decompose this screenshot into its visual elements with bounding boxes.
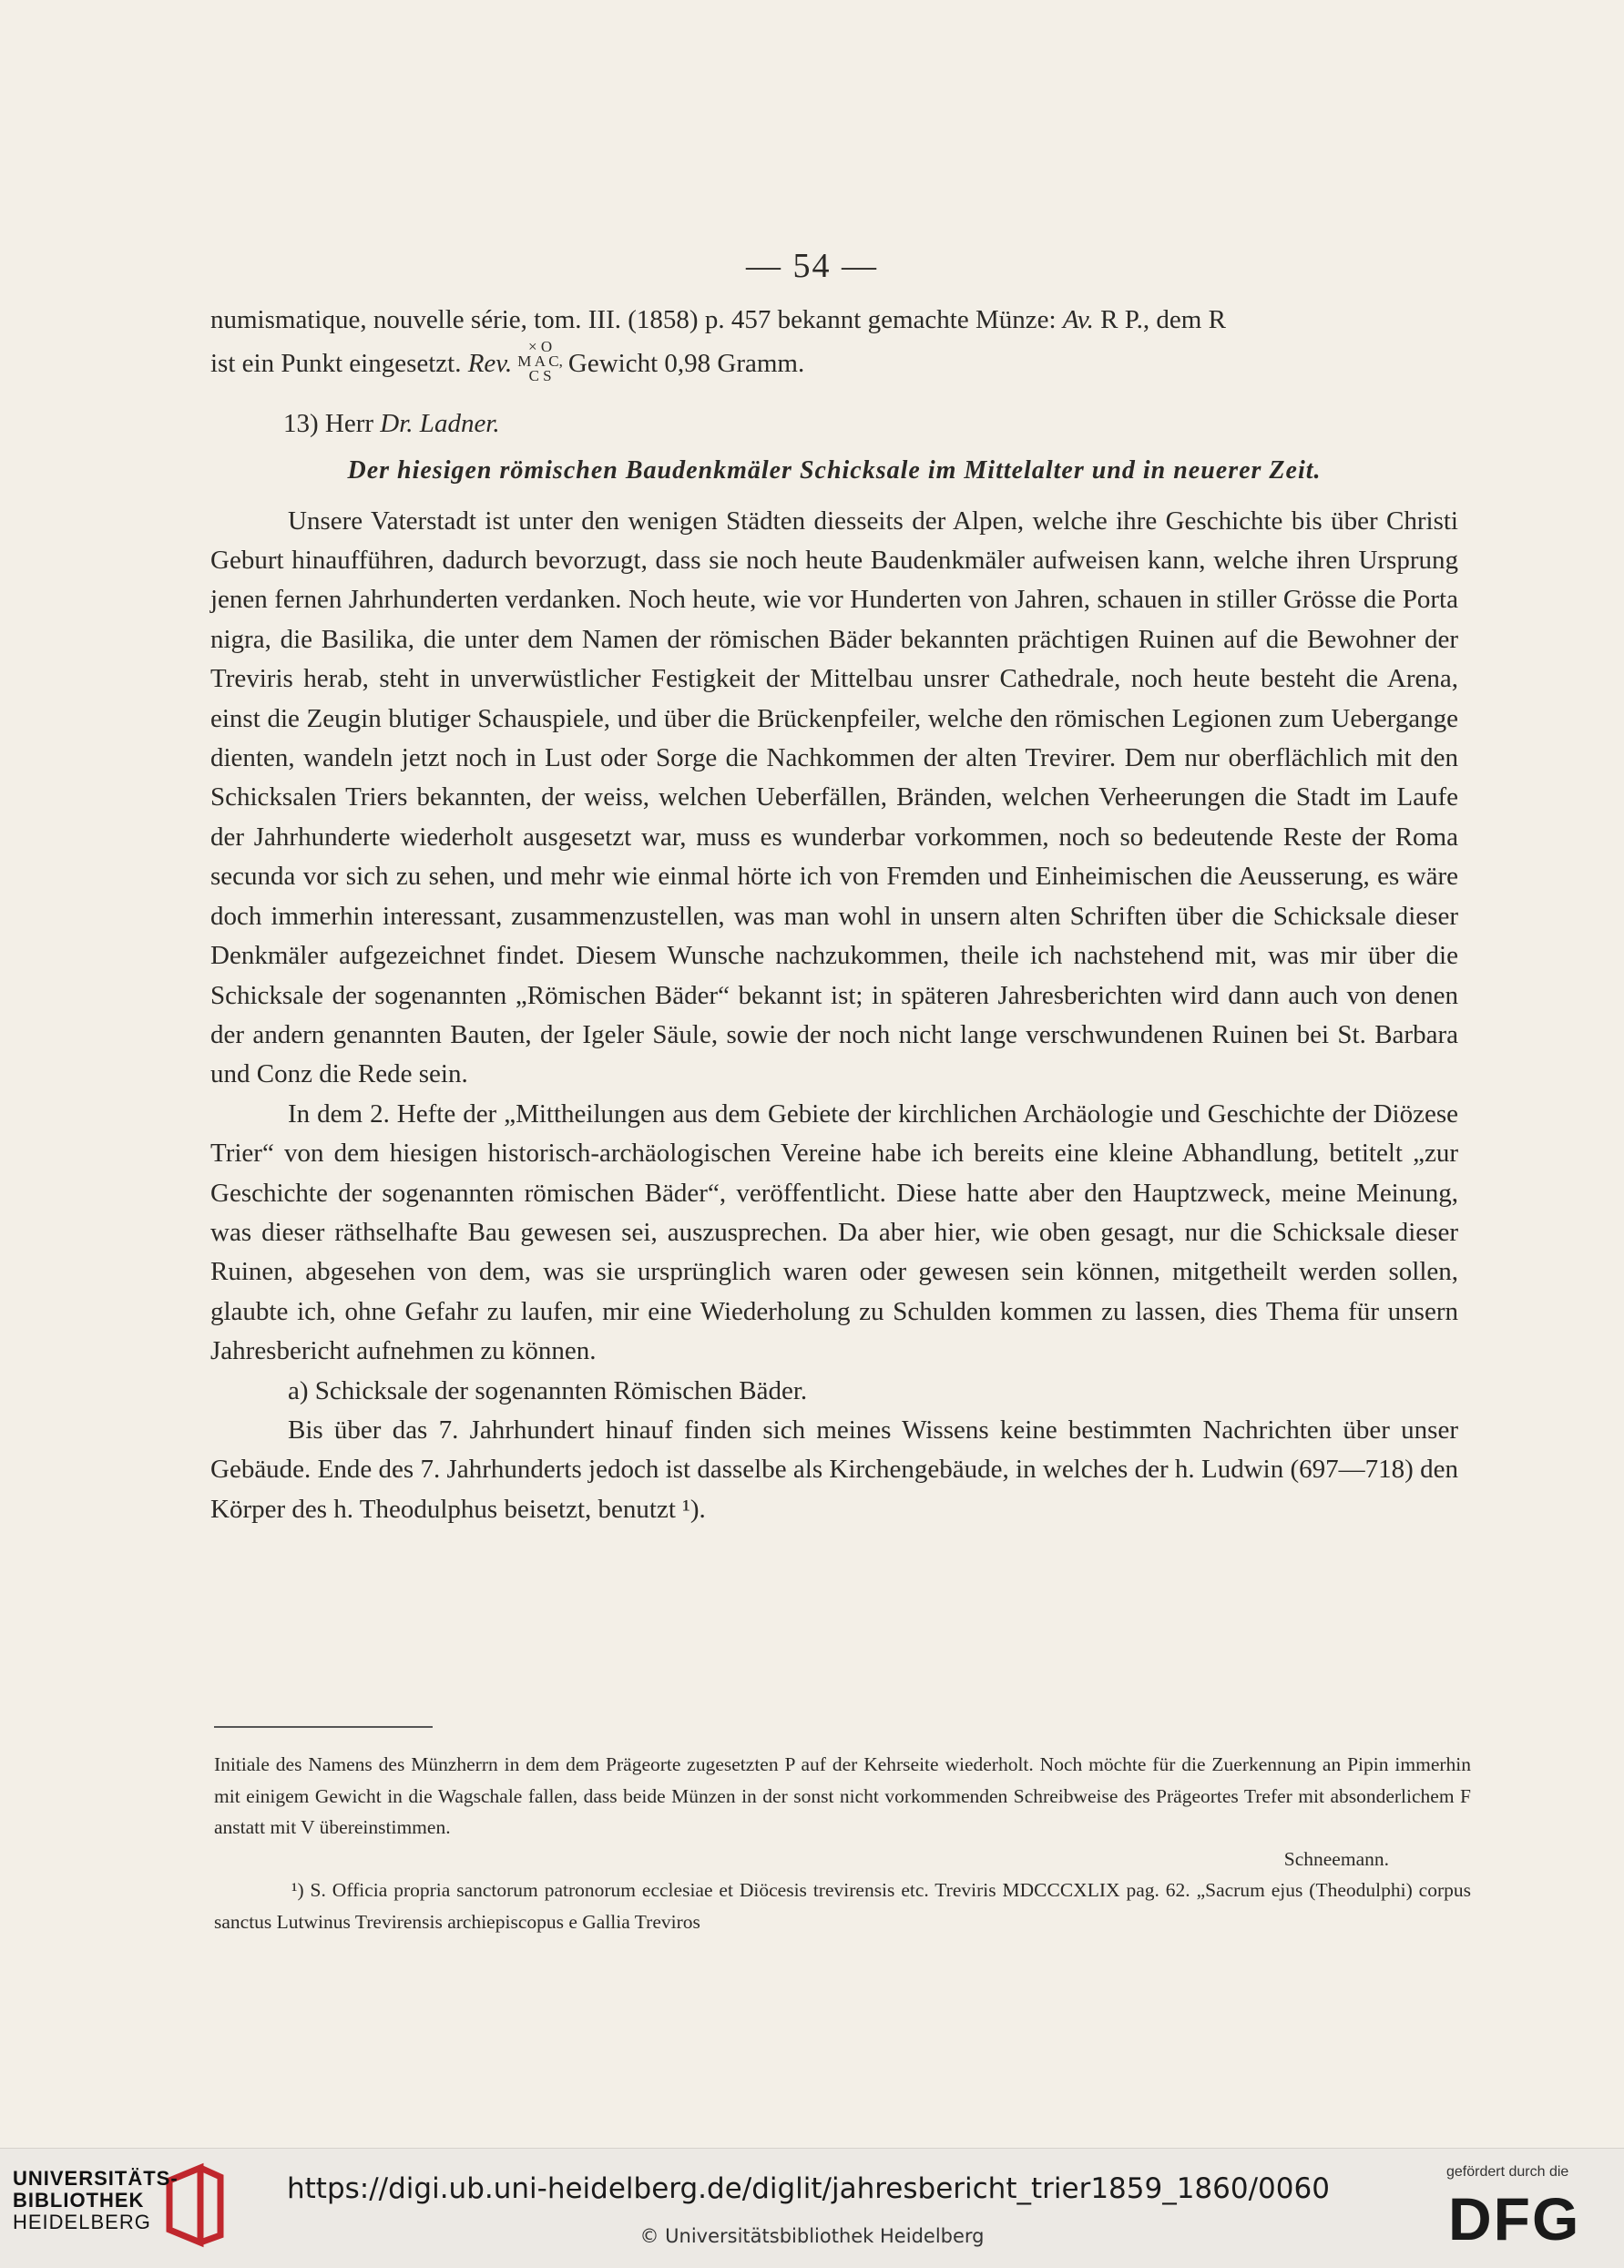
coin-sigla: [517, 340, 563, 383]
rp-mark: R P.: [1100, 305, 1143, 334]
paragraph-3: Bis über das 7. Jahrhundert hinauf finden sich meines Wissens keine bestimmten Nachrichten über unser Gebäude. Ende des 7. Jahrhunderts jedoch ist dasselbe als Kirchengebäude, in welches der h. Ludwin (697—718) den Körper des h. Theodulphus beisetzt, benutzt ¹).: [210, 1415, 1458, 1524]
viewer-footer: [0, 2148, 1624, 2268]
paragraph-2: In dem 2. Hefte der „Mittheilungen aus dem Gebiete der kirchlichen Archäologie und Geschichte der Diözese Trier“ von dem hiesigen historisch-archäologischen Vereine habe ich bereits eine kleine Abhandlung, betitelt „zur Geschichte der sogenannten römischen Bäder“, veröffentlicht. Diese hatte aber den Hauptzweck, meine Meinung, was dieser räthselhafte Bau gewesen sei, auszusprechen. Da aber hier, wie oben gesagt, nur die Schicksale dieser Ruinen, abgesehen von dem, was sie ursprünglich waren oder gewesen sein können, mitgetheilt werden sollen, glaubte ich, ohne Gefahr zu laufen, mir eine Wiederholung zu Schulden kommen zu lassen, dies Thema für unsern Jahresbericht aufnehmen zu können.: [210, 1098, 1458, 1366]
footnote-1: ¹) S. Officia propria sanctorum patronorum ecclesiae et Diöcesis trevirensis etc. Treviris MDCCCXLIX pag. 62. „Sacrum ejus (Theodulphi) corpus sanctus Lutwinus Trevirensis archiepiscopus e Gallia Treviros: [214, 1879, 1471, 1933]
dfg-logo: DFG: [1448, 2185, 1581, 2253]
footnote-continued: Initiale des Namens des Münzherrn in dem dem Prägeorte zugesetzten P auf der Kehrseite wiederholt. Noch möchte für die Zuerkennung an Pipin immerhin mit einigem Gewicht in die Wagschale fallen, dass beide Münzen in der sonst nicht vorkommenden Schreibweise des Prägeortes Trefer mit absonderlichem F anstatt mit V übereinstimmen.: [214, 1753, 1471, 1838]
library-line-2: BIBLIOTHEK: [13, 2189, 145, 2212]
sigla-middle: M A C,: [517, 352, 563, 371]
intro-line-2: [210, 340, 1458, 383]
intro-text: numismatique, nouvelle série, tom. III. (1858) p. 457 bekannt gemachte Münze:: [210, 305, 1057, 334]
article-title: Der hiesigen römischen Baudenkmäler Schicksale im Mittelalter und in neuerer Zeit.: [347, 456, 1322, 485]
permalink-url[interactable]: https://digi.ub.uni-heidelberg.de/diglit/jahresbericht_trier1859_1860/0060: [287, 2172, 1330, 2205]
sigla-bottom: C S: [528, 367, 552, 385]
rev-label: Rev.: [467, 349, 513, 379]
subsection-heading: a) Schicksale der sogenannten Römischen Bäder.: [288, 1375, 808, 1405]
page-number: — 54 —: [746, 247, 878, 285]
intro-line-1-end: , dem R: [1142, 305, 1226, 334]
sigla-top: × O: [528, 338, 553, 356]
library-name: [13, 2168, 179, 2233]
weight-text: Gewicht 0,98 Gramm.: [567, 349, 805, 379]
section-prefix: 13) Herr: [283, 408, 374, 438]
intro-line-1: [210, 301, 1458, 340]
author-name: Dr. Ladner.: [380, 408, 500, 438]
paragraph-1: Unsere Vaterstadt ist unter den wenigen Städten diesseits der Alpen, welche ihre Geschichte bis über Christi Geburt hinaufführen, dadurch bevorzugt, dass sie noch heute Baudenkmäler aufweisen kann, welche ihren Ursprung jenen fernen Jahrhunderten verdanken. Noch heute, wie vor Hunderten von Jahren, schauen in stiller Grösse die Porta nigra, die Basilika, die unter dem Namen der römischen Bäder bekannten prächtigen Ruinen auf die Bewohner der Treviris herab, steht in unverwüstlicher Festigkeit der Mittelbau unsrer Cathedrale, noch heute besteht die Arena, einst die Zeugin blutiger Schauspiele, und über die Brückenpfeiler, welche den römischen Legionen zum Uebergange dienten, wandeln jetzt noch in Lust oder Sorge die Nachkommen der alten Trevirer. Dem nur oberflächlich mit den Schicksalen Triers bekannten, der weiss, welchen Ueberfällen, Bränden, welchen Verheerungen die Stadt im Laufe der Jahrhunderte wiederholt ausgesetzt war, muss es wunderbar vorkommen, noch so bedeutende Reste der Roma secunda vor sich zu sehen, und mehr wie einmal hörte ich von Fremden und Einheimischen die Aeusserung, es wäre doch immerhin interessant, zusammenzustellen, was man wohl in unsern alten Schriften über die Schicksale dieser Denkmäler aufgezeichnet findet. Diesem Wunsche nachzukommen, theile ich nachstehend mit, was mir über die Schicksale der sogenannten „Römischen Bäder“ bekannt ist; in späteren Jahresberichten wird dann auch von denen der andern genannten Bauten, der Igeler Säule, sowie der noch nicht lange verschwundenen Ruinen bei St. Barbara und Conz die Rede sein.: [210, 506, 1458, 1089]
page-body: [210, 301, 1458, 1529]
library-line-1: UNIVERSITÄTS-: [13, 2167, 179, 2190]
footnote-signature-line: [214, 1844, 1471, 1875]
funding-note: gefördert durch die: [1446, 2164, 1569, 2180]
intro-line-2-start: ist ein Punkt eingesetzt.: [210, 349, 462, 379]
av-label: Av.: [1062, 305, 1094, 334]
footnote-signature: Schneemann.: [1283, 1847, 1389, 1870]
footnote-divider: [214, 1726, 433, 1728]
section-heading: [210, 404, 1458, 444]
library-line-3: HEIDELBERG: [13, 2211, 151, 2233]
copyright-notice: © Universitätsbibliothek Heidelberg: [639, 2225, 985, 2247]
footnotes: [214, 1749, 1471, 1937]
